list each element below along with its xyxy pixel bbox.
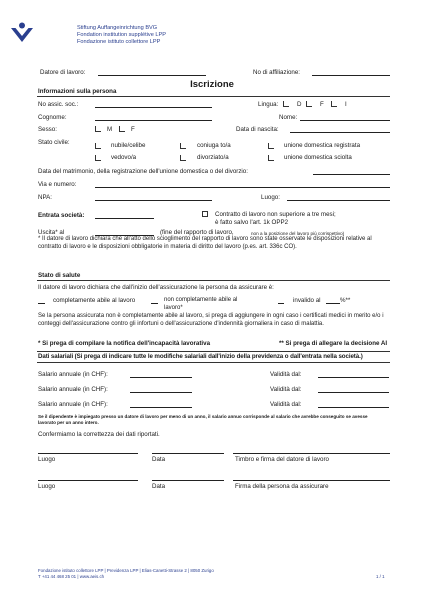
salary-validity-label-3: Validità dal:: [270, 401, 302, 408]
employer-label: Datore di lavoro:: [40, 69, 86, 76]
insured-signature-line[interactable]: [233, 480, 390, 481]
birth-date-label: Data di nascita:: [236, 126, 279, 133]
signature-date-label-1: Data: [152, 456, 166, 463]
signature-date-line-2[interactable]: [152, 480, 224, 481]
civil-married-label: coniuga to/a: [197, 142, 231, 149]
employer-signature-label: Timbro e firma del datore di lavoro: [235, 456, 329, 463]
marriage-date-field[interactable]: [313, 174, 390, 175]
org-name-de: Stiftung Auffangeinrichtung BVG: [77, 25, 158, 31]
health-section-title: Stato di salute: [38, 272, 81, 279]
place-field[interactable]: [287, 200, 390, 201]
exit-end-text: (fine del rapporto di lavoro,: [160, 229, 234, 236]
insured-signature-label: Firma della persona da assicurare: [235, 483, 329, 490]
signature-place-label-2: Luogo: [38, 483, 56, 490]
health-footnote-1: * Si prega di compilare la notifica dell'incapacità lavorativa: [38, 340, 211, 347]
language-d-checkbox[interactable]: [283, 101, 289, 107]
affiliation-label: No di affiliazione:: [253, 69, 301, 76]
civil-married-checkbox[interactable]: [180, 143, 186, 149]
exit-small-note: non a la posizione del lavoro più corrispettivo): [251, 230, 345, 236]
page-number: 1 / 1: [376, 574, 385, 579]
language-f-checkbox[interactable]: [306, 101, 312, 107]
exit-label: Uscita* al: [38, 229, 65, 236]
employer-field[interactable]: [98, 75, 206, 76]
signature-date-label-2: Data: [152, 483, 166, 490]
civil-single-checkbox[interactable]: [95, 143, 101, 149]
footer-contact: T +41 44 468 25 01 | www.aeis.ch: [38, 574, 105, 579]
able-checkbox[interactable]: [38, 303, 45, 304]
section-divider: [37, 351, 390, 352]
salary-fine-print: Se il dipendente è impiegato presso un datore di lavoro per meno di un anno, il salario annuo corrisponde al salario che avrebbe conseguito se avesse lavorato per un anno intero.: [38, 414, 368, 425]
sex-f-checkbox[interactable]: [119, 126, 125, 132]
salary-validity-field-2[interactable]: [318, 392, 389, 393]
salary-validity-field-3[interactable]: [318, 407, 389, 408]
confirmation-text: Confermiamo la correttezza dei dati riportati.: [38, 431, 160, 438]
section-divider: [37, 96, 390, 97]
birth-date-field[interactable]: [290, 132, 390, 133]
short-contract-text-1: Contratto di lavoro non superiore a tre mesi;: [215, 211, 336, 218]
signature-place-label-1: Luogo: [38, 456, 56, 463]
sex-f-label: F: [131, 126, 135, 133]
able-label: completamente abile al lavoro: [53, 297, 136, 304]
street-label: Via e numero:: [38, 181, 77, 188]
person-section-title: Informazioni sulla persona: [38, 88, 117, 95]
section-divider: [37, 362, 390, 363]
salary-label-2: Salario annuale (in CHF):: [38, 386, 108, 393]
marriage-date-label: Data del matrimonio, della registrazione dell'unione domestica o del divorzio:: [38, 168, 248, 175]
name-field[interactable]: [300, 120, 390, 121]
sex-m-label: M: [107, 126, 113, 133]
salary-field-2[interactable]: [130, 392, 192, 393]
salary-validity-label-1: Validità dal:: [270, 371, 302, 378]
salary-section-title: Dati salariali (Si prega di indicare tutte le modifiche salariali dall'inizio della previdenza o dall'entrata nella società.): [38, 353, 363, 360]
civil-widowed-checkbox[interactable]: [95, 155, 101, 161]
place-label: Luogo:: [261, 194, 280, 201]
organization-logo: [10, 22, 34, 44]
footer-address: Fondazione istituto collettore LPP | Previdenza LPP | Elias-Canetti-Strasse 2 | 8050 Zurigo: [38, 568, 214, 573]
civil-widowed-label: vedovo/a: [111, 154, 137, 161]
language-f-label: F: [320, 101, 324, 108]
org-name-it: Fondazione istituto collettore LPP: [77, 39, 161, 45]
salary-field-1[interactable]: [130, 377, 192, 378]
not-able-checkbox[interactable]: [151, 303, 158, 304]
civil-dissolved-label: unione domestica sciolta: [284, 154, 352, 161]
health-medical-note: Se la persona assicurata non è completamente abile al lavoro, si prega di aggiungere in ogni caso i certificati medici in merito e/o i conteggi dell'assicurazione contro gli infortuni o dell'assicurazione d'indennità giornaliera in caso di malattia.: [38, 313, 384, 327]
sex-label: Sesso:: [38, 126, 57, 133]
employer-signature-line[interactable]: [233, 453, 390, 454]
salary-field-3[interactable]: [130, 407, 192, 408]
health-footnote-2: ** Si prega di allegare la decisione AI: [279, 340, 388, 347]
civil-divorced-label: divorziato/a: [197, 154, 229, 161]
surname-label: Cognome:: [38, 114, 67, 121]
salary-validity-field-1[interactable]: [318, 377, 389, 378]
civil-single-label: nubile/celibe: [111, 142, 146, 149]
civil-status-label: Stato civile:: [38, 139, 70, 146]
org-name-fr: Fondation institution supplétive LPP: [77, 32, 166, 38]
language-d-label: D: [297, 101, 302, 108]
civil-registered-checkbox[interactable]: [268, 143, 274, 149]
language-label: Lingua:: [258, 101, 279, 108]
affiliation-field[interactable]: [312, 75, 390, 76]
exit-footnote: * Il datore di lavoro dichiara che all'atto dello scioglimento del rapporto di lavoro sono state osservate le disposizioni relative al contratto di lavoro e le disposizioni obbligatorie in materia di diritto del lavoro (p.es. art. 336c CO).: [38, 236, 372, 250]
entry-label: Entrata società:: [38, 212, 85, 219]
section-divider: [37, 280, 390, 281]
signature-place-line-2[interactable]: [38, 480, 138, 481]
form-title: Iscrizione: [190, 79, 234, 90]
social-no-field[interactable]: [95, 107, 212, 108]
signature-place-line-1[interactable]: [38, 453, 138, 454]
health-intro: Il datore di lavoro dichiara che dall'inizio dell'assicurazione la persona da assicurare è:: [38, 284, 274, 291]
salary-label-3: Salario annuale (in CHF):: [38, 401, 108, 408]
invalid-label: invalido al: [293, 297, 321, 304]
sex-m-checkbox[interactable]: [95, 126, 101, 132]
signature-date-line-1[interactable]: [152, 453, 224, 454]
civil-dissolved-checkbox[interactable]: [268, 155, 274, 161]
invalid-checkbox[interactable]: [278, 303, 284, 304]
not-able-label: non completamente abile al lavoro*: [164, 297, 238, 311]
social-no-label: No assic. soc.:: [38, 101, 79, 108]
invalid-percent-field[interactable]: [326, 303, 340, 304]
short-contract-text-2: è fatto salvo l'art. 1k OPP2: [215, 219, 289, 226]
street-field[interactable]: [95, 187, 390, 188]
salary-validity-label-2: Validità dal:: [270, 386, 302, 393]
invalid-percent-suffix: %**: [340, 297, 351, 304]
entry-date-field[interactable]: [95, 218, 154, 219]
language-i-checkbox[interactable]: [331, 101, 337, 107]
name-label: Nome:: [279, 114, 298, 121]
salary-label-1: Salario annuale (in CHF):: [38, 371, 108, 378]
surname-field[interactable]: [95, 120, 212, 121]
npa-field[interactable]: [95, 200, 212, 201]
short-contract-checkbox[interactable]: [202, 211, 208, 217]
civil-registered-label: unione domestica registrata: [284, 142, 361, 149]
npa-label: NPA:: [38, 194, 52, 201]
language-i-label: I: [345, 101, 347, 108]
civil-divorced-checkbox[interactable]: [180, 155, 186, 161]
